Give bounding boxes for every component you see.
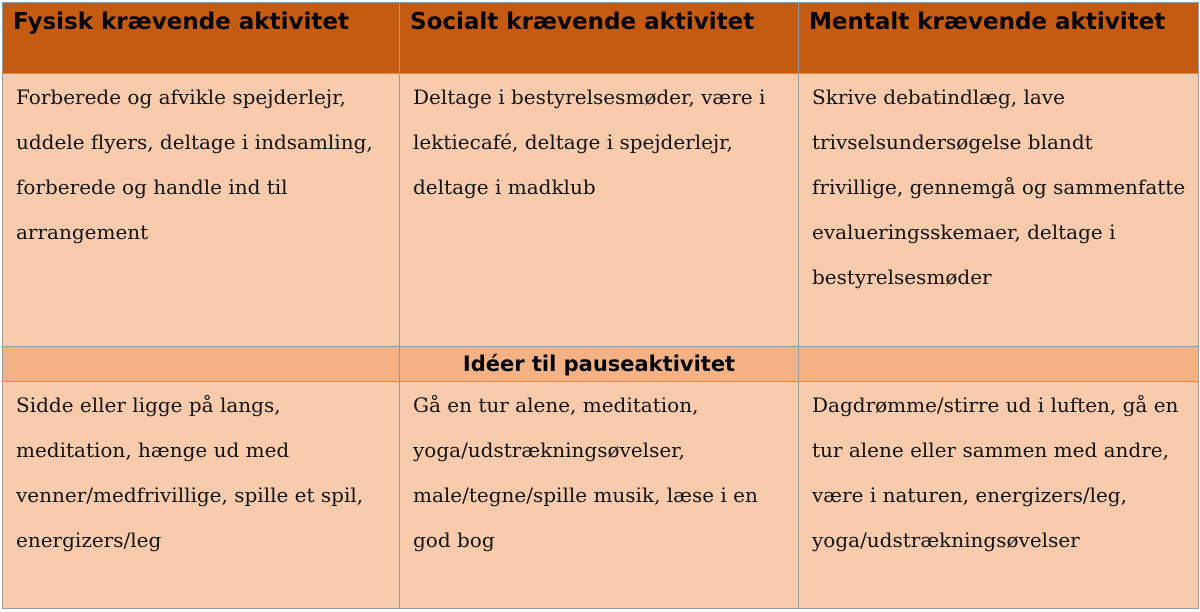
activity-physical: Forberede og afvikle spejderlejr, uddele flyers, deltage i indsamling, forberede og handle ind til arrangement [16, 85, 373, 244]
pause-social: Gå en tur alene, meditation, yoga/udstrækningsøvelser, male/tegne/spille musik, læse i en god bog [413, 393, 758, 552]
header-cell-physical [3, 3, 400, 74]
activity-mental: Skrive debatindlæg, lave trivselsundersøgelse blandt frivillige, gennemgå og sammenfatte evalueringsskemaer, deltage i bestyrelsesmøder [812, 85, 1186, 289]
header-physical: Fysisk krævende aktivitet [13, 9, 349, 35]
section-cell-title [400, 347, 799, 382]
pause-mental: Dagdrømme/stirre ud i luften, gå en tur alene eller sammen med andre, være i naturen, energizers/leg, yoga/udstrækningsøvelser [812, 393, 1179, 552]
activities-row [3, 74, 1199, 347]
header-cell-mental [799, 3, 1199, 74]
activity-social: Deltage i bestyrelsesmøder, være i lektiecafé, deltage i spejderlejr, deltage i madklub [413, 85, 766, 199]
header-mental: Mentalt krævende aktivitet [809, 9, 1166, 35]
header-cell-social [400, 3, 799, 74]
header-row [3, 3, 1199, 74]
pause-cell-physical [3, 382, 400, 609]
section-cell-right [799, 347, 1199, 382]
activity-cell-mental [799, 74, 1199, 347]
pause-ideas-row [3, 382, 1199, 609]
activity-cell-physical [3, 74, 400, 347]
pause-cell-mental [799, 382, 1199, 609]
pause-cell-social [400, 382, 799, 609]
section-cell-left [3, 347, 400, 382]
activity-cell-social [400, 74, 799, 347]
header-social: Socialt krævende aktivitet [410, 9, 755, 35]
activity-table [2, 2, 1199, 609]
section-title: Idéer til pauseaktivitet [462, 352, 736, 376]
section-row [3, 347, 1199, 382]
pause-physical: Sidde eller ligge på langs, meditation, hænge ud med venner/medfrivillige, spille et spil, energizers/leg [16, 393, 364, 552]
